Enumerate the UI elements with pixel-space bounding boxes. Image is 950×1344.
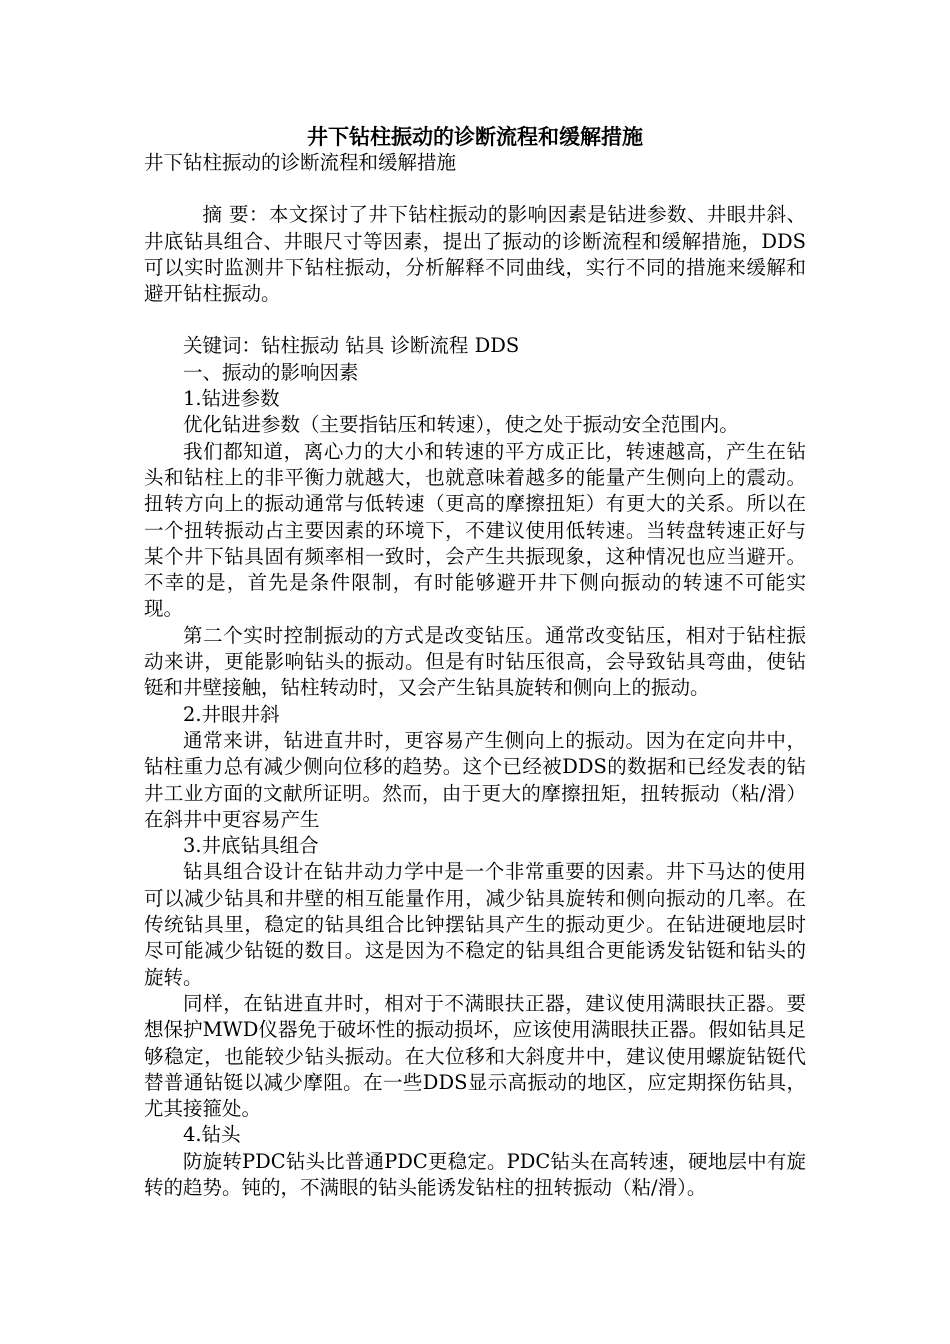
- document-title: 井下钻柱振动的诊断流程和缓解措施: [307, 125, 643, 149]
- body-paragraph: 防旋转PDC钻头比普通PDC更稳定。PDC钻头在高转速，硬地层中有旋转的趋势。钝的，不满眼的钻头能诱发钻柱的扭转振动（粘/滑）。: [144, 1149, 806, 1199]
- body-paragraph: 通常来讲，钻进直井时，更容易产生侧向上的振动。因为在定向井中，钻柱重力总有减少侧向位移的趋势。这个已经被DDS的数据和已经发表的钻井工业方面的文献所证明。然而，由于更大的摩擦扭矩，扭转振动（粘/滑）在斜井中更容易产生: [144, 728, 806, 831]
- document-body: [144, 150, 806, 1201]
- abstract-paragraph: 摘 要：本文探讨了井下钻柱振动的影响因素是钻进参数、井眼井斜、井底钻具组合、井眼尺寸等因素，提出了振动的诊断流程和缓解措施，DDS可以实时监测井下钻柱振动，分析解释不同曲线，实行不同的措施来缓解和避开钻柱振动。: [144, 203, 806, 306]
- subsection-heading: 4.钻头: [183, 1123, 241, 1147]
- body-paragraph: 我们都知道，离心力的大小和转速的平方成正比，转速越高，产生在钻头和钻柱上的非平衡力就越大，也就意味着越多的能量产生侧向上的震动。扭转方向上的振动通常与低转速（更高的摩擦扭矩）有更大的关系。所以在一个扭转振动占主要因素的环境下，不建议使用低转速。当转盘转速正好与某个井下钻具固有频率相一致时，会产生共振现象，这种情况也应当避开。不幸的是，首先是条件限制，有时能够避开井下侧向振动的转速不可能实现。: [144, 439, 806, 621]
- section-heading: 一、振动的影响因素: [183, 360, 359, 384]
- keywords-line: 关键词：钻柱振动 钻具 诊断流程 DDS: [183, 334, 520, 358]
- subsection-heading: 3.井底钻具组合: [183, 834, 319, 858]
- body-paragraph: 第二个实时控制振动的方式是改变钻压。通常改变钻压，相对于钻柱振动来讲，更能影响钻头的振动。但是有时钻压很高，会导致钻具弯曲，使钻铤和井壁接触，钻柱转动时，又会产生钻具旋转和侧向上的振动。: [144, 623, 806, 700]
- subsection-heading: 1.钻进参数: [183, 387, 280, 411]
- body-paragraph: 钻具组合设计在钻井动力学中是一个非常重要的因素。井下马达的使用可以减少钻具和井壁的相互能量作用，减少钻具旋转和侧向振动的几率。在传统钻具里，稳定的钻具组合比钟摆钻具产生的振动更少。在钻进硬地层时尽可能减少钻铤的数目。这是因为不稳定的钻具组合更能诱发钻铤和钻头的旋转。: [144, 860, 806, 989]
- body-paragraph: 同样，在钻进直井时，相对于不满眼扶正器，建议使用满眼扶正器。要想保护MWD仪器免于破坏性的振动损坏，应该使用满眼扶正器。假如钻具足够稳定，也能较少钻头振动。在大位移和大斜度井中，建议使用螺旋钻铤代替普通钻铤以减少摩阻。在一些DDS显示高振动的地区，应定期探伤钻具，尤其接箍处。: [144, 991, 806, 1121]
- subsection-heading: 2.井眼井斜: [183, 702, 280, 726]
- body-paragraph: 优化钻进参数（主要指钻压和转速），使之处于振动安全范围内。: [183, 413, 739, 437]
- document-subtitle: 井下钻柱振动的诊断流程和缓解措施: [144, 151, 457, 174]
